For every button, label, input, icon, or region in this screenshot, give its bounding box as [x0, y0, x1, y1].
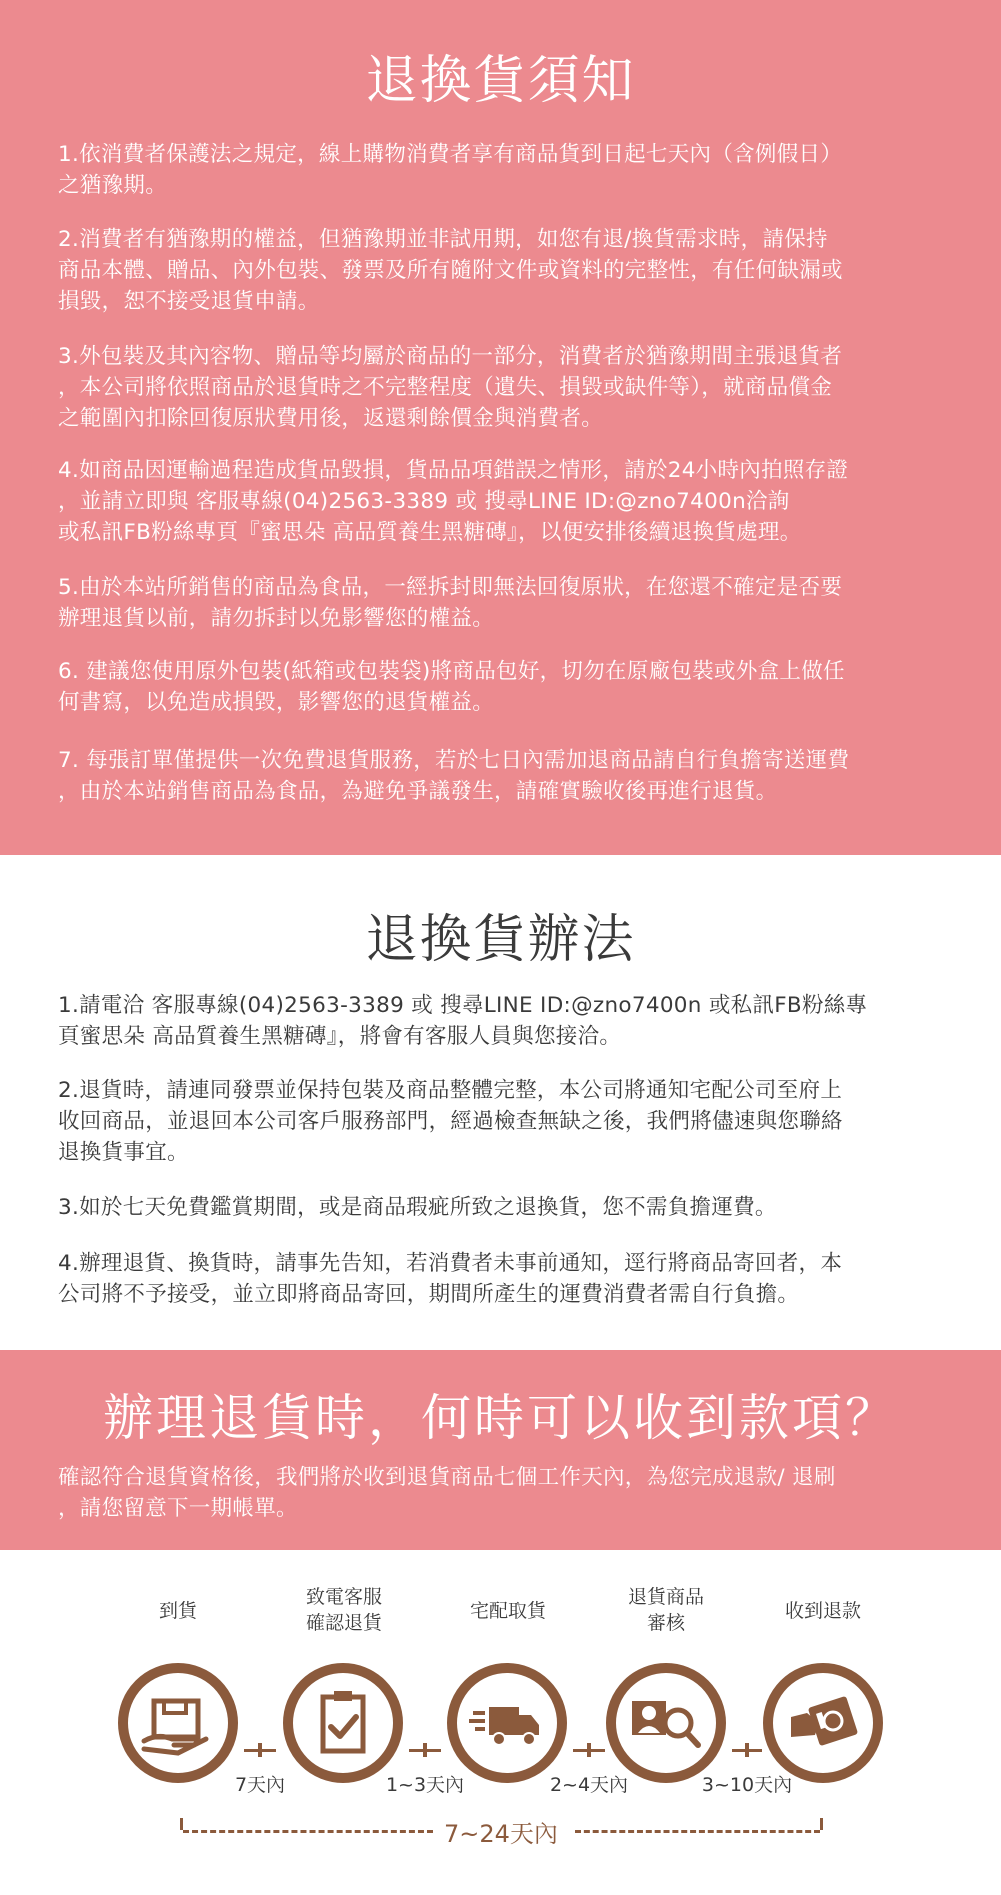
duration-3: 2~4天內: [549, 1774, 629, 1796]
delivery-truck-icon: [447, 1663, 567, 1783]
notice-item-6: 6. 建議您使用原外包裝(紙箱或包裝袋)將商品包好，切勿在原廠包裝或外盒上做任 何書寫，以免造成損毀，影響您的退貨權益。: [58, 659, 845, 715]
step-label-confirm: 致電客服 確認退貨: [305, 1586, 382, 1634]
total-dash-left: [183, 1830, 433, 1833]
notice-item-7: 7. 每張訂單僅提供一次免費退貨服務，若於七日內需加退商品請自行負擔寄送運費 ，由於本站銷售商品為食品，為避免爭議發生，請確實驗收後再進行退貨。: [58, 748, 850, 804]
step-label-inspect: 退貨商品 審核: [627, 1586, 704, 1634]
connector-4-tick: [745, 1743, 749, 1757]
connector-1-tick: [258, 1743, 262, 1757]
method-item-3: 3.如於七天免費鑑賞期間，或是商品瑕疵所致之退換貨，您不需負擔運費。: [58, 1195, 777, 1220]
duration-2: 1~3天內: [385, 1774, 465, 1796]
notice-item-4: 4.如商品因運輸過程造成貨品毀損，貨品品項錯誤之情形，請於24小時內拍照存證 ，並請立即與 客服專線(04)2563-3389 或 搜尋LINE ID:@zno7400n洽詢 或私訊FB粉絲專頁『蜜思朵 高品質養生黑糖磚』，以便安排後續退換貨處理。: [58, 458, 849, 545]
connector-3-tick: [587, 1743, 591, 1757]
connector-2-tick: [423, 1743, 427, 1757]
method-item-2: 2.退貨時，請連同發票並保持包裝及商品整體完整，本公司將通知宅配公司至府上 收回商品，並退回本公司客戶服務部門，經過檢查無缺之後，我們將儘速與您聯絡 退換貨事宜。: [58, 1078, 843, 1165]
notice-item-3: 3.外包裝及其內容物、贈品等均屬於商品的一部分，消費者於猶豫期間主張退貨者 ，本公司將依照商品於退貨時之不完整程度（遺失、損毀或缺件等），就商品償金 之範圍內扣除回復原狀費用後，返還剩餘價金與消費者。: [58, 344, 843, 431]
total-duration: 7~24天內: [444, 1820, 558, 1848]
method-title: 退換貨辦法: [365, 910, 636, 970]
inspection-magnifier-icon: [606, 1663, 726, 1783]
package-arrival-icon: [118, 1663, 238, 1783]
refund-money-icon: [763, 1663, 883, 1783]
total-bracket-right: [820, 1818, 823, 1830]
refund-title: 辦理退貨時，何時可以收到款項？: [103, 1389, 898, 1447]
refund-section: [0, 1350, 1001, 1550]
notice-section: [0, 0, 1001, 855]
refund-text: 確認符合退貨資格後，我們將於收到退貨商品七個工作天內，為您完成退款/ 退刷 ，請您留意下一期帳單。: [58, 1465, 836, 1521]
step-label-arrival: 到貨: [158, 1600, 197, 1622]
notice-item-2: 2.消費者有猶豫期的權益，但猶豫期並非試用期，如您有退/換貨需求時，請保持 商品本體、贈品、內外包裝、發票及所有隨附文件或資料的完整性，有任何缺漏或 損毀，恕不接受退貨申請。: [58, 227, 843, 314]
method-item-4: 4.辦理退貨、換貨時，請事先告知，若消費者未事前通知，逕行將商品寄回者，本 公司將不予接受，並立即將商品寄回，期間所產生的運費消費者需自行負擔。: [58, 1251, 843, 1307]
duration-4: 3~10天內: [701, 1774, 793, 1796]
method-item-1: 1.請電洽 客服專線(04)2563-3389 或 搜尋LINE ID:@zno7400n 或私訊FB粉絲專 頁蜜思朵 高品質養生黑糖磚』，將會有客服人員與您接洽。: [58, 993, 868, 1049]
notice-item-5: 5.由於本站所銷售的商品為食品，一經拆封即無法回復原狀，在您還不確定是否要 辦理退貨以前，請勿拆封以免影響您的權益。: [58, 575, 843, 631]
duration-1: 7天內: [234, 1774, 286, 1796]
total-dash-right: [575, 1830, 820, 1833]
step-label-pickup: 宅配取貨: [469, 1600, 546, 1622]
notice-title: 退換貨須知: [365, 51, 636, 111]
total-bracket-left: [180, 1818, 183, 1830]
notice-item-1: 1.依消費者保護法之規定，線上購物消費者享有商品貨到日起七天內（含例假日） 之猶豫期。: [58, 142, 843, 198]
clipboard-check-icon: [283, 1663, 403, 1783]
refund-flow: [0, 1550, 1001, 1895]
step-label-refund: 收到退款: [784, 1600, 861, 1622]
method-section: [0, 855, 1001, 1350]
